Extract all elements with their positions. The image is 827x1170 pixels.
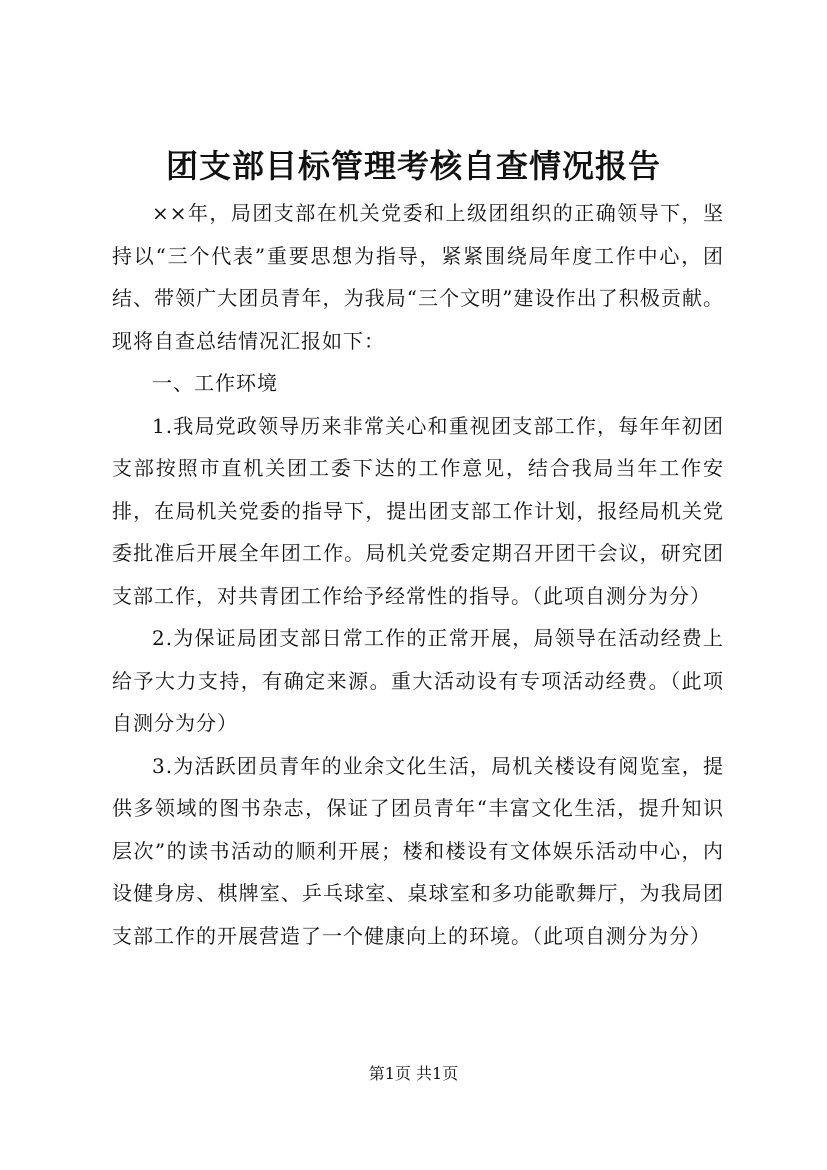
paragraph-item-2: 2.为保证局团支部日常工作的正常开展，局领导在活动经费上给予大力支持，有确定来源。重大活动设有专项活动经费。（此项自测分为分） [112, 626, 724, 735]
document-body [112, 192, 724, 957]
paragraph-item-1: 1.我局党政领导历来非常关心和重视团支部工作，每年年初团支部按照市直机关团工委下达的工作意见，结合我局当年工作安排，在局机关党委的指导下，提出团支部工作计划，报经局机关党委批准后开展全年团工作。局机关党委定期召开团干会议，研究团支部工作，对共青团工作给予经常性的指导。（此项自测分为分） [112, 413, 724, 608]
paragraph-intro: ××年，局团支部在机关党委和上级团组织的正确领导下，坚持以“三个代表”重要思想为指导，紧紧围绕局年度工作中心，团结、带领广大团员青年，为我局“三个文明”建设作出了积极贡献。现将自查总结情况汇报如下： [112, 201, 724, 353]
page-footer: 第1页 共1页 [368, 1064, 459, 1083]
section-heading-work-environment: 一、工作环境 [152, 371, 278, 395]
document-title: 团支部目标管理考核自查情况报告 [165, 147, 661, 185]
paragraph-item-3: 3.为活跃团员青年的业余文化生活，局机关楼设有阅览室，提供多领域的图书杂志，保证了团员青年“丰富文化生活，提升知识层次”的读书活动的顺利开展；楼和楼设有文体娱乐活动中心，内设健身房、棋牌室、乒乓球室、桌球室和多功能歌舞厅，为我局团支部工作的开展营造了一个健康向上的环境。（此项自测分为分） [112, 753, 724, 948]
